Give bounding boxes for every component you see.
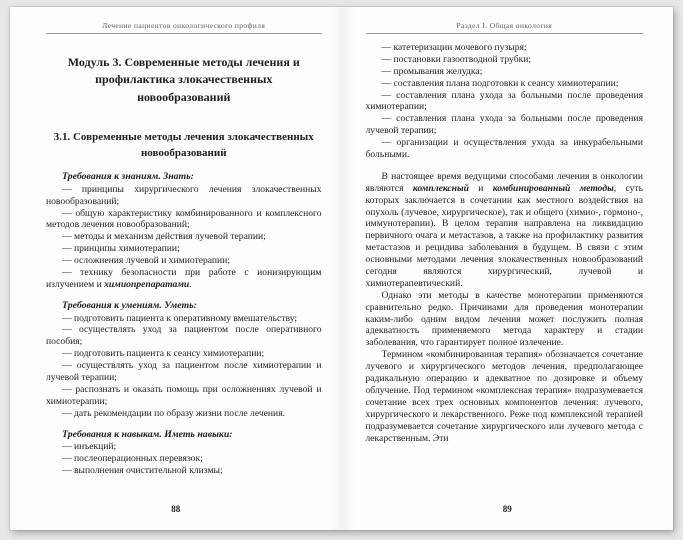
list-item: — принципы хирургического лечения злокачественных новообразований; [46,183,322,207]
skill-list-continued [366,42,644,161]
list-item: — постановки газоотводной трубки; [381,53,532,65]
list-item: — составления плана ухода за больными после проведения лучевой терапии; [365,113,643,137]
list-item: — выполнения очистительной клизмы; [62,465,223,477]
list-item: — принципы химиотерапии; [62,243,180,255]
book-page-right [342,7,674,530]
list-item: — организации и осуществления ухода за инкурабельными больными. [365,137,643,161]
book-page-left [10,7,342,530]
requirements-heading-skill: Требования к навыкам. Иметь навыки: [62,428,233,440]
list-item: — составления плана подготовки к сеансу химиотерапии; [381,77,619,89]
list-item: — составления плана ухода за больными после проведения химиотерапии; [365,89,643,113]
body-paragraphs [366,171,644,444]
list-item: — осуществлять уход за пациентом после оперативного пособия; [46,324,322,348]
module-title: Модуль 3. Современные методы лечения и профилактика злокачественных новообразований [67,55,300,104]
running-head-left: Лечение пациентов онкологического профиля [46,21,322,34]
list-item: — подготовить пациента к сеансу химиотерапии; [62,348,265,360]
page-number-right: 89 [502,504,512,514]
skill-list [46,441,322,477]
list-item: — инъекций; [62,441,117,453]
list-item: — общую характеристику комбинированного и комплексного методов лечения новообразований; [46,207,322,231]
list-item: — технику безопасности при работе с ионизирующим излучением и химиопрепаратами. [46,267,322,290]
list-item: — послеоперационных перевязок; [62,453,203,465]
list-item: — подготовить пациента к оперативному вмешательству; [62,312,298,324]
list-item: — осложнения лучевой и химиотерапии; [62,255,230,267]
requirements-heading-know: Требования к знаниям. Знать: [62,171,194,183]
list-item: — катетеризации мочевого пузыря; [381,42,527,53]
list-item: — осуществлять уход за пациентом после химиотерапии и лучевой терапии; [46,360,322,383]
requirements-heading-ability: Требования к умениям. Уметь: [62,299,197,311]
list-item: — распознать и оказать помощь при осложнениях лучевой и химиотерапии; [46,383,322,407]
paragraph: Термином «комбинированная терапия» обозначается сочетание лучевого и хирургического методов лечения, предполагающее радикальную операцию и адекватное по дозировке и объему облучение. Под термином «комплексная терапия» подразумевается сочетание всех трех основных компонентов лечения: лучевого, хирургического и лекарственного. Реже под комплексной терапией подразумевается сочетание хирургического или лучевого метода с лекарственным. Эти [365,349,643,444]
paragraph: В настоящее время ведущими способами лечения в онкологии являются комплексный и комбинированный методы, суть которых заключается в сочетании как местного воздействия на опухоль (лучевое, хирургическое), так и общего (химио-, гормоно-, иммунотерапии). В целом терапия направлена на ликвидацию первичного очага и метастазов, а также на профилактику развития метастазов и рецидива заболевания в будущем. В связи с этим основными методами лечения злокачественных новообразований сегодня являются хирургический, лучевой и химиотерапевтический. [365,170,643,289]
paragraph: Однако эти методы в качестве монотерапии применяются сравнительно редко. Причинами для проведения монотерапии каким-либо одним видом лечения может послужить полная адекватность применяемого метода характеру и стадии заболевания, что гарантирует полное излечение. [365,289,643,349]
running-head-right: Раздел I. Общая онкология [366,21,644,34]
ability-list [46,313,322,420]
list-item: — промывания желудка; [381,65,483,77]
section-title: 3.1. Современные методы лечения злокачественных новообразований [53,131,314,160]
know-list [46,184,322,291]
list-item: — методы и механизм действия лучевой терапии; [62,231,266,243]
book-spread [10,7,673,530]
list-item: — дать рекомендации по образу жизни после лечения. [62,407,286,419]
page-number-left: 88 [171,504,181,514]
